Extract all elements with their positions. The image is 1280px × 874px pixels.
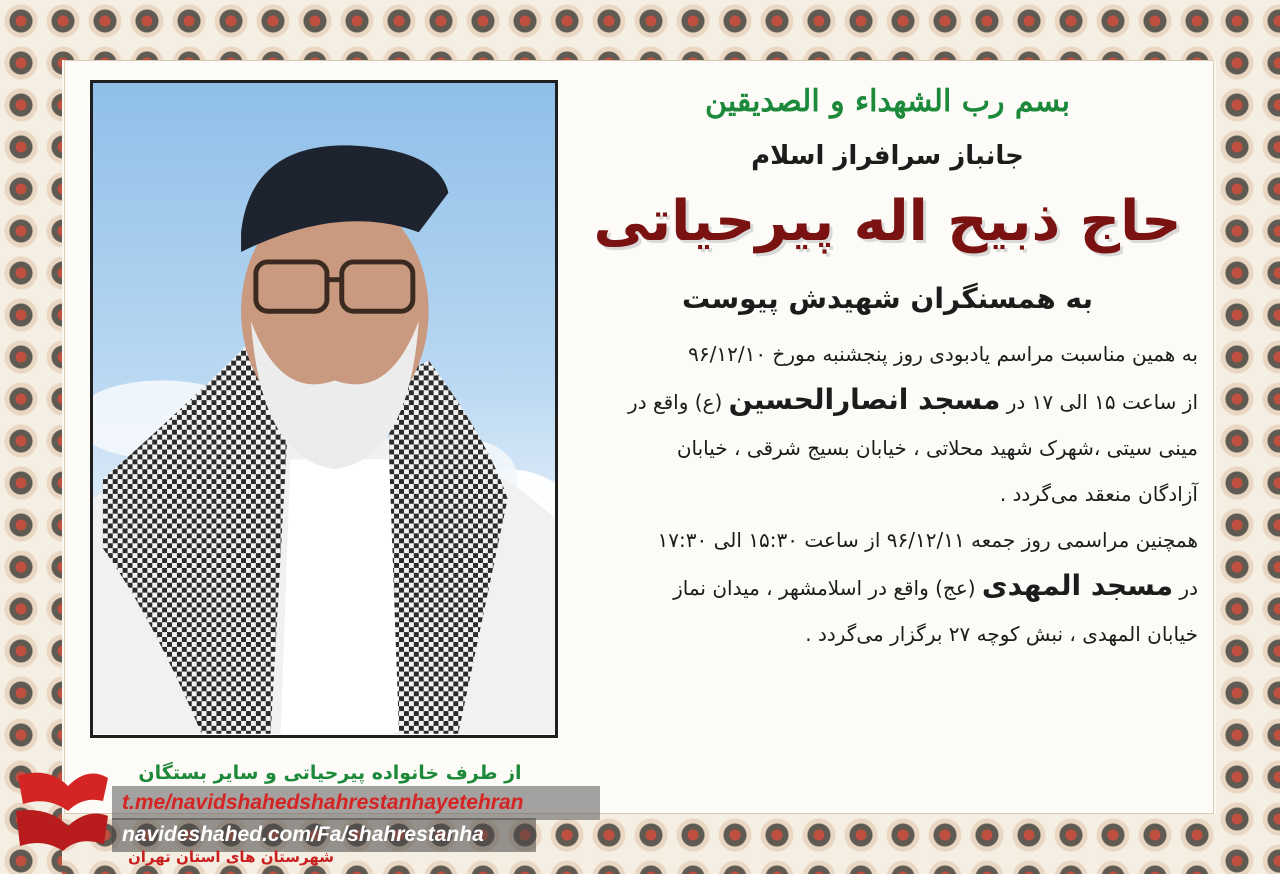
detail-line-2 [575, 377, 1198, 425]
detail-line-6-prefix: در [1179, 576, 1198, 600]
detail-line-4: آزادگان منعقد می‌گردد . [999, 482, 1198, 506]
deceased-name: حاج ذبیح اله پیرحیاتی [593, 189, 1182, 254]
mosque-name-2: مسجد المهدی [981, 569, 1174, 602]
portrait-photo [90, 80, 558, 738]
family-note: از طرف خانواده پیرحیاتی و سایر بستگان [138, 762, 522, 784]
detail-line-1: به همین مناسبت مراسم یادبودی روز پنجشنبه مورخ ۹۶/۱۲/۱۰ [688, 342, 1198, 366]
detail-line-3: مینی سیتی ،شهرک شهید محلاتی ، خیابان بسیج شرقی ، خیابان [676, 436, 1198, 460]
ornamental-border-right [1216, 0, 1280, 874]
portrait-illustration [93, 83, 555, 735]
martyrdom-line: به همسنگران شهیدش پیوست [682, 282, 1093, 315]
detail-line-6 [575, 563, 1198, 611]
ornamental-border-top [0, 0, 1280, 60]
announcement-text [575, 78, 1200, 808]
detail-line-2-suffix: (ع) واقع در [628, 390, 723, 414]
detail-line-2-prefix: از ساعت ۱۵ الی ۱۷ در [1006, 390, 1198, 414]
detail-line-6-suffix: (عج) واقع در اسلامشهر ، میدان نماز [673, 576, 976, 600]
ornamental-border-left [0, 0, 62, 874]
detail-line-7: خیابان المهدی ، نبش کوچه ۲۷ برگزار می‌گردد . [805, 622, 1198, 646]
ceremony-details [575, 331, 1200, 657]
basmala-heading: بسم رب الشهداء و الصدیقین [705, 84, 1070, 119]
website-link[interactable]: navideshahed.com/Fa/shahrestanha [112, 818, 536, 852]
watermark-caption: شهرستان های استان تهران [127, 848, 334, 866]
mosque-name-1: مسجد انصارالحسین [728, 383, 1001, 416]
navid-shahed-logo [8, 756, 114, 856]
detail-line-5: همچنین مراسمی روز جمعه ۹۶/۱۲/۱۱ از ساعت ۱۵:۳۰ الی ۱۷:۳۰ [657, 528, 1198, 552]
telegram-link[interactable]: t.me/navidshahedshahrestanhayetehran [112, 786, 600, 820]
title-rank: جانباز سرافراز اسلام [751, 141, 1024, 171]
